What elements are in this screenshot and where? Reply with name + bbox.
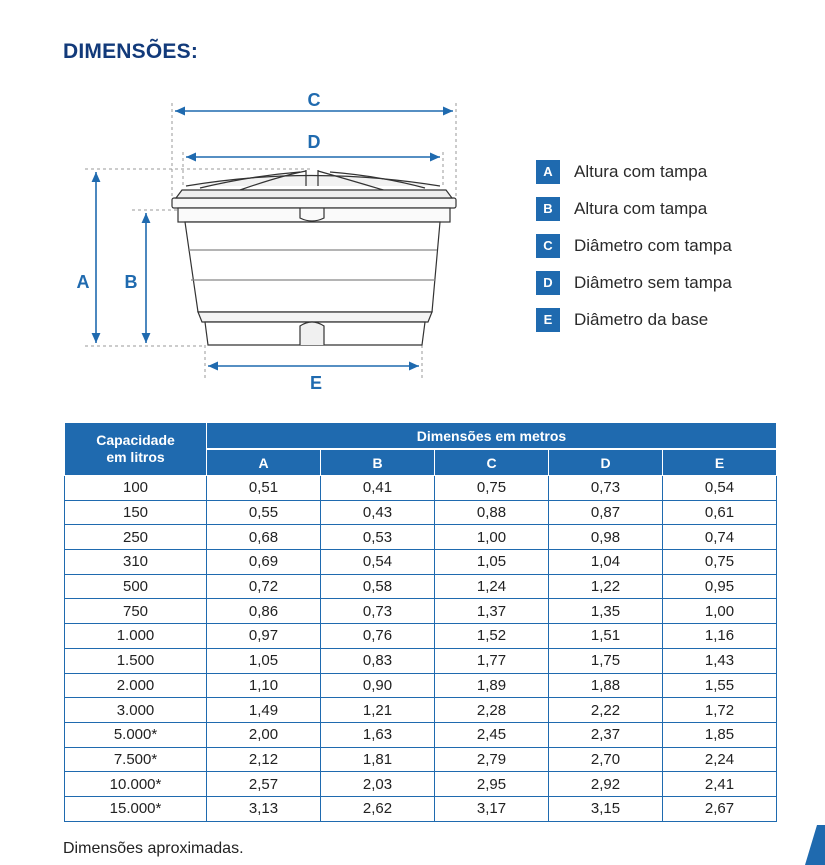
dimension-cell: 0,54	[663, 476, 777, 501]
dimensions-group-header: Dimensões em metros	[207, 423, 777, 450]
dimension-cell: 0,54	[321, 550, 435, 575]
table-body	[65, 476, 777, 822]
legend-text-a: Altura com tampa	[574, 161, 708, 181]
dimension-cell: 1,51	[549, 624, 663, 649]
table-row	[65, 624, 777, 649]
dimension-cell: 3,17	[435, 796, 549, 821]
capacity-cell: 2.000	[65, 673, 207, 698]
dimension-cell: 2,79	[435, 747, 549, 772]
legend-badge-c: C	[536, 234, 560, 258]
dimension-cell: 0,55	[207, 500, 321, 525]
table-row	[65, 722, 777, 747]
dimension-cell: 1,55	[663, 673, 777, 698]
dimension-cell: 0,72	[207, 574, 321, 599]
dimension-cell: 0,86	[207, 599, 321, 624]
corner-accent-shape	[805, 825, 825, 865]
dimension-cell: 2,67	[663, 796, 777, 821]
dimensions-table	[64, 422, 777, 822]
column-header-a: A	[207, 449, 321, 476]
legend-badge-e: E	[536, 308, 560, 332]
dimension-cell: 0,87	[549, 500, 663, 525]
dimension-cell: 1,52	[435, 624, 549, 649]
dimension-cell: 0,90	[321, 673, 435, 698]
dimension-cell: 0,75	[435, 476, 549, 501]
dimension-cell: 1,00	[663, 599, 777, 624]
dimension-cell: 0,73	[549, 476, 663, 501]
dimension-cell: 1,49	[207, 698, 321, 723]
dimension-cell: 0,98	[549, 525, 663, 550]
dimension-cell: 0,58	[321, 574, 435, 599]
dimension-cell: 2,70	[549, 747, 663, 772]
table-row	[65, 476, 777, 501]
dimension-cell: 1,24	[435, 574, 549, 599]
dimension-cell: 0,69	[207, 550, 321, 575]
dimension-cell: 0,51	[207, 476, 321, 501]
dimension-cell: 1,81	[321, 747, 435, 772]
dimension-cell: 1,22	[549, 574, 663, 599]
legend-item-e	[536, 301, 732, 338]
legend-text-b: Altura com tampa	[574, 198, 708, 218]
dimension-cell: 0,43	[321, 500, 435, 525]
legend-item-c	[536, 227, 732, 264]
dimension-legend	[536, 153, 732, 338]
capacity-cell: 5.000*	[65, 722, 207, 747]
dimension-cell: 0,74	[663, 525, 777, 550]
tank-illustration	[172, 170, 456, 345]
column-header-e: E	[663, 449, 777, 476]
table-row	[65, 698, 777, 723]
dimension-cell: 2,12	[207, 747, 321, 772]
column-header-b: B	[321, 449, 435, 476]
dimension-cell: 1,00	[435, 525, 549, 550]
table-row	[65, 747, 777, 772]
capacity-cell: 750	[65, 599, 207, 624]
table-row	[65, 500, 777, 525]
dimension-cell: 1,75	[549, 648, 663, 673]
dimension-label-e: E	[309, 373, 323, 393]
capacity-cell: 7.500*	[65, 747, 207, 772]
dimension-cell: 0,83	[321, 648, 435, 673]
dimension-cell: 1,43	[663, 648, 777, 673]
dimension-cell: 2,92	[549, 772, 663, 797]
capacity-cell: 500	[65, 574, 207, 599]
capacity-cell: 150	[65, 500, 207, 525]
dimension-cell: 2,45	[435, 722, 549, 747]
dimension-cell: 1,04	[549, 550, 663, 575]
legend-text-d: Diâmetro sem tampa	[574, 272, 732, 292]
capacity-cell: 250	[65, 525, 207, 550]
table-row	[65, 673, 777, 698]
dimension-cell: 2,28	[435, 698, 549, 723]
dimension-cell: 1,89	[435, 673, 549, 698]
dimension-cell: 2,37	[549, 722, 663, 747]
dimension-cell: 1,16	[663, 624, 777, 649]
table-row	[65, 796, 777, 821]
dimension-cell: 0,41	[321, 476, 435, 501]
legend-item-b	[536, 190, 732, 227]
dimension-cell: 1,72	[663, 698, 777, 723]
capacity-cell: 310	[65, 550, 207, 575]
capacity-header	[65, 423, 207, 476]
page-title: DIMENSÕES:	[63, 40, 199, 63]
dimension-cell: 2,03	[321, 772, 435, 797]
dimension-cell: 0,88	[435, 500, 549, 525]
capacity-cell: 15.000*	[65, 796, 207, 821]
dimension-cell: 2,22	[549, 698, 663, 723]
dimension-cell: 1,77	[435, 648, 549, 673]
table-row	[65, 574, 777, 599]
dimension-cell: 1,21	[321, 698, 435, 723]
column-header-c: C	[435, 449, 549, 476]
dimension-label-d: D	[307, 132, 321, 152]
table-row	[65, 772, 777, 797]
table-row	[65, 550, 777, 575]
dimension-label-b: B	[124, 272, 138, 292]
footnote: Dimensões aproximadas.	[63, 840, 244, 857]
dimension-cell: 2,95	[435, 772, 549, 797]
dimension-cell: 0,97	[207, 624, 321, 649]
legend-badge-a: A	[536, 160, 560, 184]
capacity-header-line1: Capacidade	[96, 432, 175, 448]
dimension-cell: 1,37	[435, 599, 549, 624]
dimension-cell: 2,24	[663, 747, 777, 772]
dimension-cell: 0,53	[321, 525, 435, 550]
table-row	[65, 599, 777, 624]
dimension-cell: 0,61	[663, 500, 777, 525]
capacity-cell: 3.000	[65, 698, 207, 723]
table-row	[65, 648, 777, 673]
dimension-cell: 1,10	[207, 673, 321, 698]
dimension-cell: 3,13	[207, 796, 321, 821]
dimension-cell: 2,62	[321, 796, 435, 821]
dimension-label-c: C	[307, 90, 321, 110]
dimension-cell: 0,75	[663, 550, 777, 575]
dimension-cell: 1,63	[321, 722, 435, 747]
capacity-header-line2: em litros	[106, 449, 165, 465]
dimension-cell: 0,73	[321, 599, 435, 624]
column-header-d: D	[549, 449, 663, 476]
dimension-cell: 1,88	[549, 673, 663, 698]
capacity-cell: 1.500	[65, 648, 207, 673]
dimension-cell: 2,57	[207, 772, 321, 797]
legend-item-d	[536, 264, 732, 301]
dimension-cell: 3,15	[549, 796, 663, 821]
dimension-cell: 0,68	[207, 525, 321, 550]
dimension-cell: 1,05	[435, 550, 549, 575]
dimension-cell: 0,95	[663, 574, 777, 599]
dimension-cell: 1,35	[549, 599, 663, 624]
legend-text-c: Diâmetro com tampa	[574, 235, 732, 255]
dimension-cell: 0,76	[321, 624, 435, 649]
legend-badge-b: B	[536, 197, 560, 221]
capacity-cell: 100	[65, 476, 207, 501]
capacity-cell: 1.000	[65, 624, 207, 649]
legend-badge-d: D	[536, 271, 560, 295]
capacity-cell: 10.000*	[65, 772, 207, 797]
dimension-label-a: A	[76, 272, 90, 292]
legend-text-e: Diâmetro da base	[574, 309, 709, 329]
table-row	[65, 525, 777, 550]
dimension-cell: 2,00	[207, 722, 321, 747]
dimension-cell: 1,85	[663, 722, 777, 747]
dimension-cell: 1,05	[207, 648, 321, 673]
dimension-cell: 2,41	[663, 772, 777, 797]
legend-item-a	[536, 153, 732, 190]
